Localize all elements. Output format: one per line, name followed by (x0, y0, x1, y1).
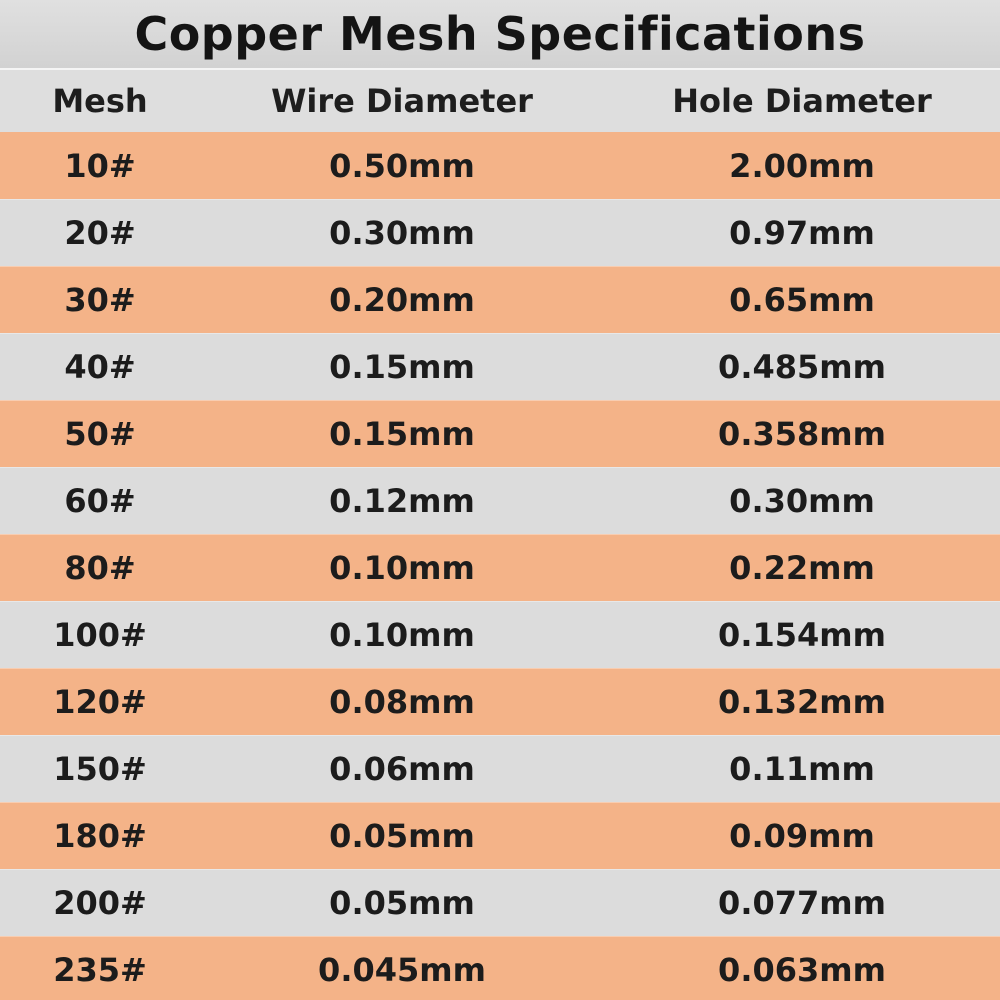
table-header (0, 68, 1000, 132)
table-row (0, 601, 1000, 668)
cell-mesh: 10# (64, 146, 136, 185)
cell-wire-diameter: 0.30mm (329, 214, 475, 252)
cell-hole-diameter: 0.97mm (729, 214, 875, 252)
cell-wire-diameter: 0.045mm (318, 951, 486, 989)
table-row (0, 668, 1000, 735)
cell-hole-diameter: 0.11mm (729, 750, 875, 788)
cell-hole-diameter: 0.485mm (718, 348, 886, 386)
cell-wire-diameter: 0.05mm (329, 884, 475, 922)
title-bar (0, 0, 1000, 68)
cell-hole-diameter: 0.154mm (718, 616, 886, 654)
cell-mesh: 180# (53, 817, 147, 855)
cell-mesh: 80# (64, 549, 136, 587)
table-row (0, 869, 1000, 936)
cell-mesh: 40# (64, 348, 136, 386)
cell-wire-diameter: 0.15mm (329, 348, 475, 386)
cell-mesh: 60# (64, 482, 136, 520)
cell-hole-diameter: 0.063mm (718, 951, 886, 989)
cell-wire-diameter: 0.20mm (329, 281, 475, 319)
cell-hole-diameter: 2.00mm (729, 146, 875, 185)
cell-mesh: 20# (64, 214, 136, 252)
cell-mesh: 50# (64, 415, 136, 453)
cell-hole-diameter: 0.22mm (729, 549, 875, 587)
table-row (0, 266, 1000, 333)
cell-mesh: 30# (64, 281, 136, 319)
cell-hole-diameter: 0.358mm (718, 415, 886, 453)
table-row (0, 534, 1000, 601)
cell-wire-diameter: 0.10mm (329, 549, 475, 587)
cell-wire-diameter: 0.05mm (329, 817, 475, 855)
table-row (0, 467, 1000, 534)
table-row (0, 400, 1000, 467)
header-hole-diameter: Hole Diameter (672, 82, 932, 120)
cell-mesh: 150# (53, 750, 147, 788)
header-mesh: Mesh (52, 82, 148, 120)
cell-mesh: 235# (53, 951, 147, 989)
cell-wire-diameter: 0.10mm (329, 616, 475, 654)
cell-wire-diameter: 0.08mm (329, 683, 475, 721)
table-row (0, 333, 1000, 400)
cell-hole-diameter: 0.09mm (729, 817, 875, 855)
cell-hole-diameter: 0.077mm (718, 884, 886, 922)
table-body (0, 132, 1000, 1000)
cell-wire-diameter: 0.12mm (329, 482, 475, 520)
table-row (0, 802, 1000, 869)
cell-wire-diameter: 0.06mm (329, 750, 475, 788)
table-row (0, 199, 1000, 266)
cell-mesh: 120# (53, 683, 147, 721)
table-row (0, 132, 1000, 199)
page-title: Copper Mesh Specifications (134, 7, 866, 61)
cell-hole-diameter: 0.132mm (718, 683, 886, 721)
cell-hole-diameter: 0.30mm (729, 482, 875, 520)
cell-wire-diameter: 0.15mm (329, 415, 475, 453)
table-row (0, 936, 1000, 1000)
table-row (0, 735, 1000, 802)
header-wire-diameter: Wire Diameter (271, 82, 533, 120)
cell-mesh: 200# (53, 884, 147, 922)
cell-mesh: 100# (53, 616, 147, 654)
cell-wire-diameter: 0.50mm (329, 146, 475, 185)
cell-hole-diameter: 0.65mm (729, 281, 875, 319)
